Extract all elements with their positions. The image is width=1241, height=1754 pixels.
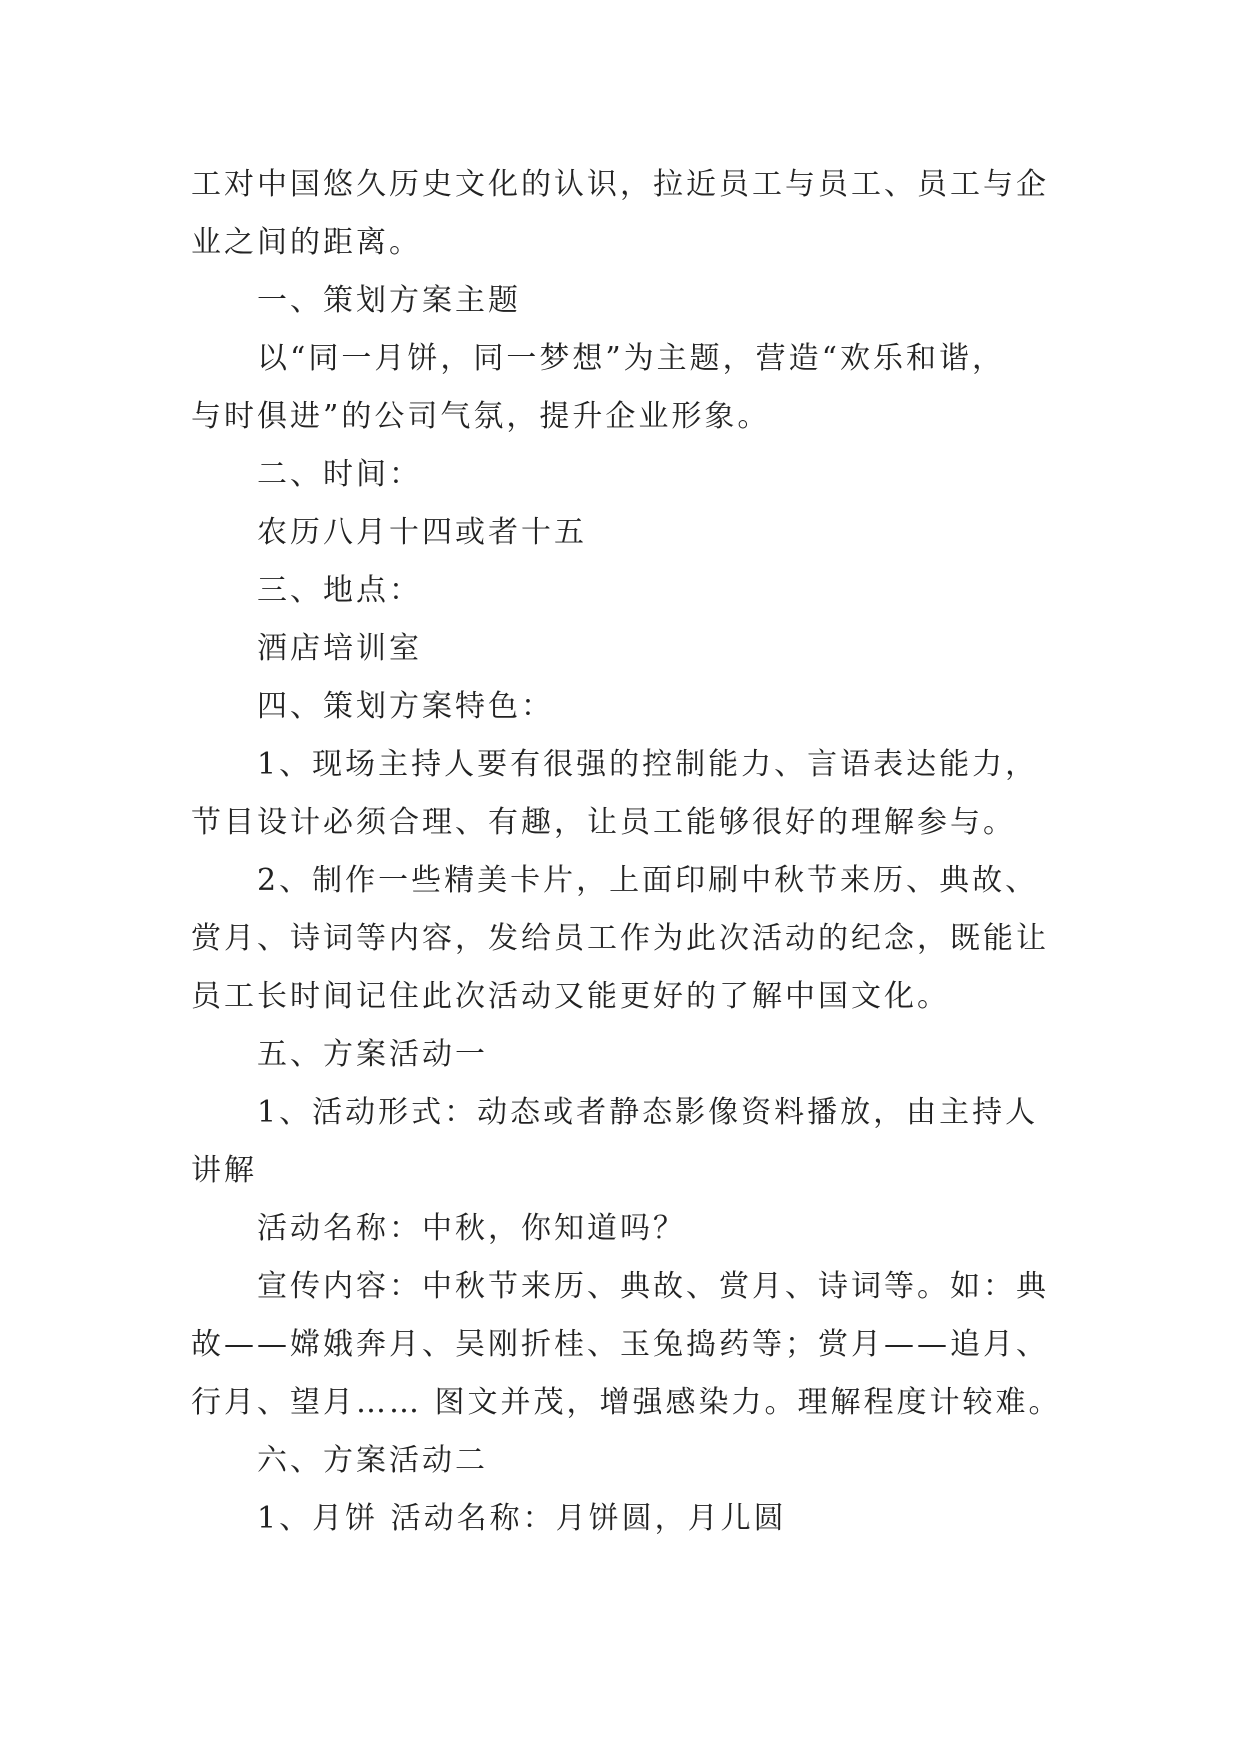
- text-line: 业之间的距离。: [191, 225, 422, 260]
- text-line: 行月、望月…… 图文并茂，增强感染力。理解程度计较难。: [191, 1385, 1062, 1420]
- text-line: 1、现场主持人要有很强的控制能力、言语表达能力，: [257, 747, 1039, 782]
- heading-section-5-activity-one: [191, 1026, 1051, 1084]
- text-line: 1、月饼 活动名称：月饼圆，月儿圆: [257, 1501, 787, 1536]
- text-line: 1、活动形式：动态或者静态影像资料播放，由主持人: [257, 1095, 1039, 1130]
- paragraph-activity-one-format: [191, 1084, 1051, 1200]
- text-line: 员工长时间记住此次活动又能更好的了解中国文化。: [191, 979, 950, 1014]
- text-line: 以“同一月饼，同一梦想”为主题，营造“欢乐和谐，: [257, 341, 1006, 376]
- heading-section-4-features: [191, 678, 1051, 736]
- text-line: 宣传内容：中秋节来历、典故、赏月、诗词等。如：典: [257, 1269, 1049, 1304]
- text-line: 故——嫦娥奔月、吴刚折桂、玉兔捣药等；赏月——追月、: [191, 1327, 1049, 1362]
- text-line: 酒店培训室: [257, 631, 422, 666]
- paragraph-theme-description: [191, 330, 1051, 446]
- heading-text: 一、策划方案主题: [257, 283, 521, 318]
- heading-section-1-theme: [191, 272, 1051, 330]
- text-line: 农历八月十四或者十五: [257, 515, 587, 550]
- heading-text: 五、方案活动一: [257, 1037, 488, 1072]
- text-line: 与时俱进”的公司气氛，提升企业形象。: [191, 399, 771, 434]
- heading-section-6-activity-two: [191, 1432, 1051, 1490]
- heading-section-2-time: [191, 446, 1051, 504]
- text-line: 2、制作一些精美卡片，上面印刷中秋节来历、典故、: [257, 863, 1039, 898]
- heading-text: 四、策划方案特色：: [257, 689, 554, 724]
- text-line: 活动名称：中秋，你知道吗？: [257, 1211, 686, 1246]
- paragraph-activity-one-content: [191, 1258, 1062, 1432]
- text-line: 工对中国悠久历史文化的认识，拉近员工与员工、员工与企: [191, 167, 1049, 202]
- heading-text: 二、时间：: [257, 457, 422, 492]
- paragraph-activity-one-name: [191, 1200, 1051, 1258]
- document-body: [191, 156, 1062, 1548]
- paragraph-location-value: [191, 620, 1051, 678]
- paragraph-time-value: [191, 504, 1051, 562]
- paragraph-staff-understanding: [191, 156, 1051, 272]
- paragraph-feature-cards: [191, 852, 1051, 1026]
- text-line: 讲解: [191, 1153, 257, 1188]
- heading-section-3-location: [191, 562, 1051, 620]
- text-line: 节目设计必须合理、有趣，让员工能够很好的理解参与。: [191, 805, 1016, 840]
- heading-text: 三、地点：: [257, 573, 422, 608]
- heading-text: 六、方案活动二: [257, 1443, 488, 1478]
- paragraph-activity-two-name: [191, 1490, 1051, 1548]
- text-line: 赏月、诗词等内容，发给员工作为此次活动的纪念，既能让: [191, 921, 1049, 956]
- paragraph-feature-host: [191, 736, 1051, 852]
